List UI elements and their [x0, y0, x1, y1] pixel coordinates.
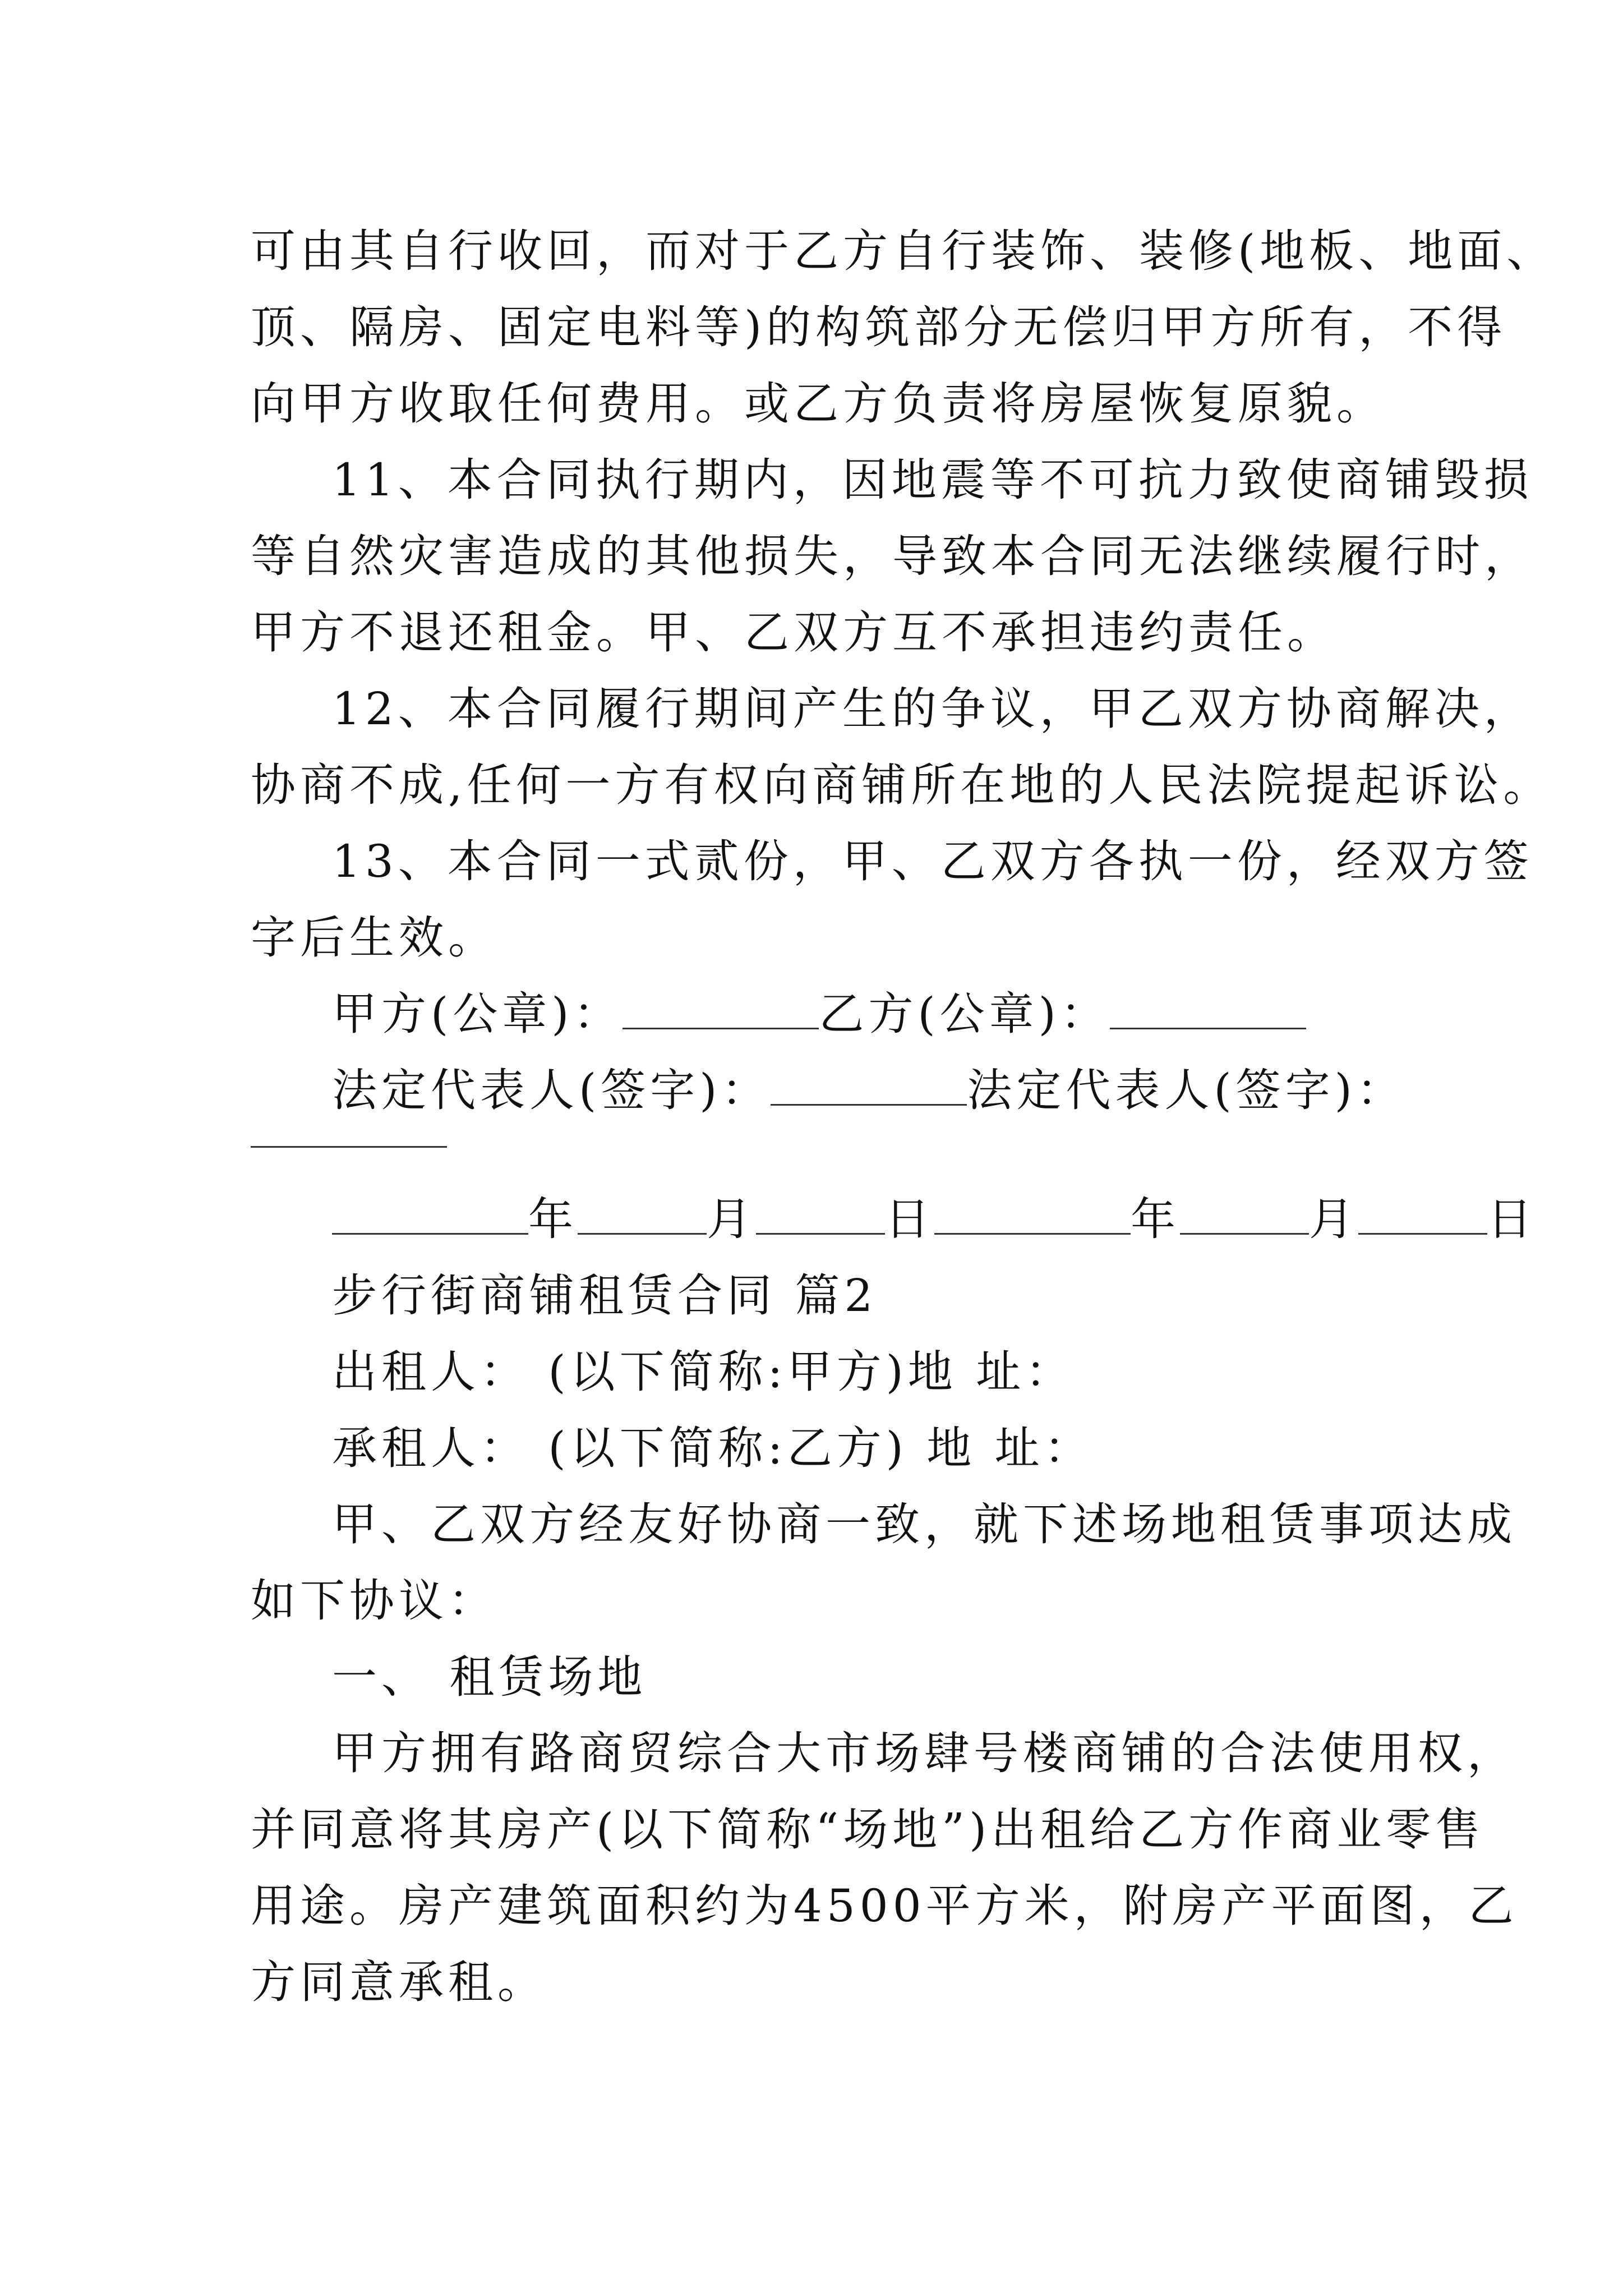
document-body — [251, 213, 1556, 2021]
month-a-label: 月 — [707, 1193, 756, 1245]
party-a-seal-blank — [623, 988, 819, 1029]
paragraph-line: 方同意承租。 — [251, 1956, 547, 2008]
month-b-label: 月 — [1309, 1193, 1358, 1245]
paragraph-line: 用途。房产建筑面积约为4500平方米，附房产平面图，乙 — [251, 1880, 1518, 1932]
year-a-blank — [332, 1194, 528, 1235]
lessor-line: 出租人： (以下简称:甲方)地 址： — [332, 1346, 1075, 1398]
year-b-label: 年 — [1131, 1193, 1180, 1245]
month-a-blank — [578, 1194, 707, 1235]
paragraph-line: 可由其自行收回，而对于乙方自行装饰、装修(地板、地面、 — [251, 225, 1556, 277]
paragraph-line: 并同意将其房产(以下简称“场地”)出租给乙方作商业零售 — [251, 1803, 1485, 1856]
day-b-blank — [1358, 1194, 1487, 1235]
section-title: 步行街商铺租赁合同 篇2 — [332, 1269, 878, 1322]
seal-line — [251, 976, 1389, 1052]
clause-12-line: 12、本合同履行期间产生的争议，甲乙双方协商解决， — [332, 683, 1533, 735]
paragraph-line: 顶、隔房、固定电料等)的构筑部分无偿归甲方所有，不得 — [251, 301, 1507, 353]
paragraph-line: 字后生效。 — [251, 912, 497, 964]
year-b-blank — [934, 1194, 1131, 1235]
party-a-seal-label: 甲方(公章)： — [332, 988, 623, 1040]
spacer — [251, 1148, 1389, 1181]
year-a-label: 年 — [528, 1193, 578, 1245]
paragraph-line: 甲方拥有路商贸综合大市场肆号楼商铺的合法使用权， — [332, 1727, 1516, 1779]
party-b-seal-blank — [1110, 988, 1306, 1029]
month-b-blank — [1180, 1194, 1309, 1235]
day-a-blank — [756, 1194, 885, 1235]
day-a-label: 日 — [885, 1193, 934, 1245]
legal-rep-a-label: 法定代表人(签字)： — [332, 1064, 771, 1116]
paragraph-line: 甲方不退还租金。甲、乙双方互不承担违约责任。 — [251, 606, 1336, 659]
section-heading: 一、 租赁场地 — [332, 1651, 647, 1703]
intro-line: 甲、乙双方经友好协商一致，就下述场地租赁事项达成 — [332, 1498, 1516, 1550]
day-b-label: 日 — [1487, 1193, 1537, 1245]
legal-rep-b-label: 法定代表人(签字)： — [967, 1064, 1406, 1116]
clause-13-line: 13、本合同一式贰份，甲、乙双方各执一份，经双方签 — [332, 835, 1533, 887]
party-b-seal-label: 乙方(公章)： — [819, 988, 1110, 1040]
paragraph-line: 向甲方收取任何费用。或乙方负责将房屋恢复原貌。 — [251, 378, 1386, 430]
legal-rep-a-blank — [771, 1065, 967, 1106]
paragraph-line: 协商不成,任何一方有权向商铺所在地的人民法院提起诉讼。 — [251, 759, 1553, 811]
intro-line: 如下协议： — [251, 1575, 497, 1627]
clause-11-line: 11、本合同执行期内，因地震等不可抗力致使商铺毁损 — [332, 454, 1533, 506]
date-line — [251, 1181, 1537, 1258]
paragraph-line: 等自然灾害造成的其他损失，导致本合同无法继续履行时， — [251, 530, 1534, 582]
lessee-line: 承租人： (以下简称:乙方) 地 址： — [332, 1422, 1094, 1474]
legal-rep-line — [251, 1052, 1406, 1129]
